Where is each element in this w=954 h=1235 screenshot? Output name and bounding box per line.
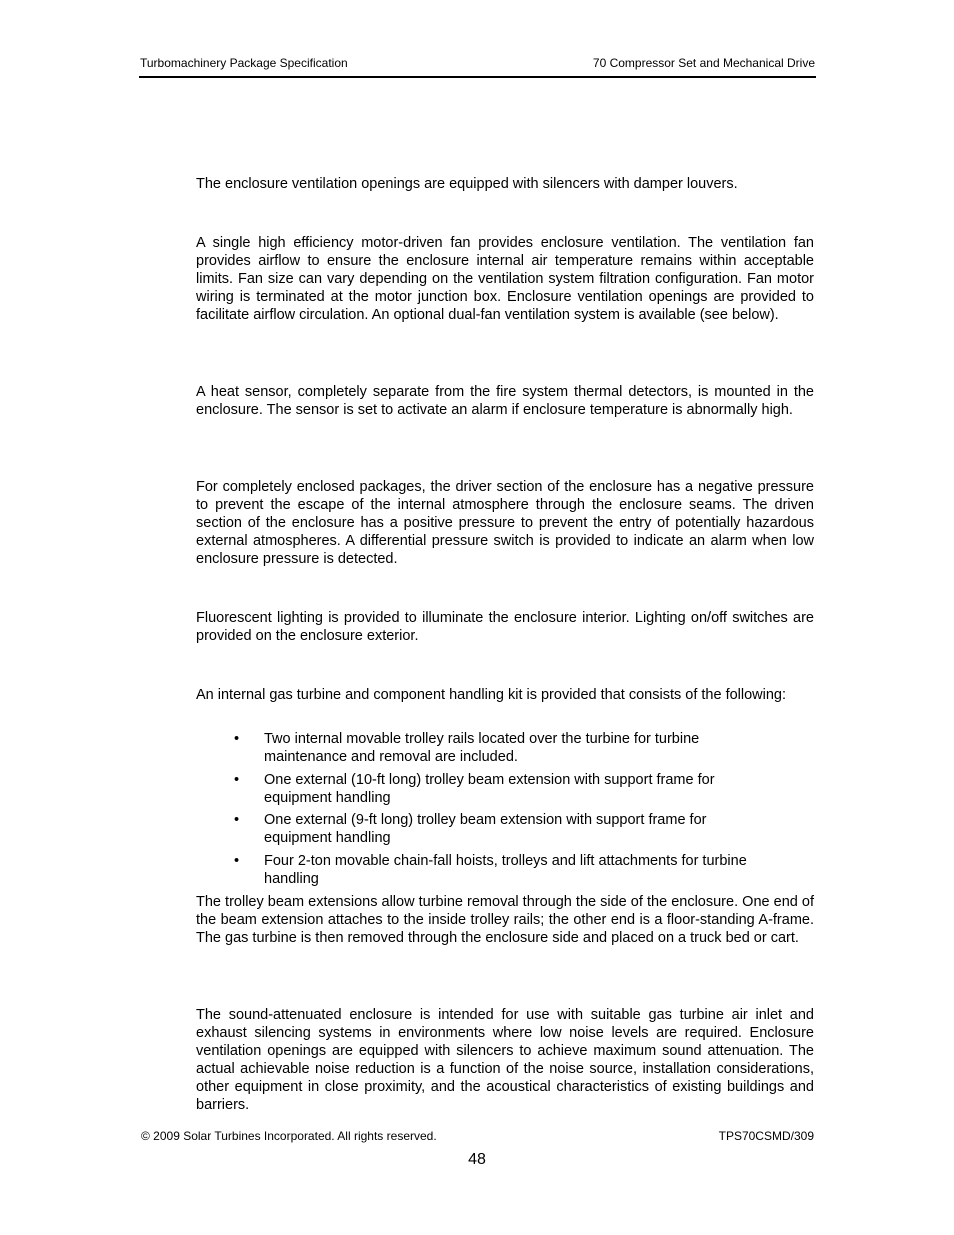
paragraph-ventilation-fan: A single high efficiency motor-driven fan provides enclosure ventilation. The ventilation fan provides airflow to ensure the enclosure internal air temperature remains within acceptable limits. Fan size can vary depending on the ventilation system filtration configuration. Fan motor wiring is terminated at the motor junction box. Enclosure ventilation openings are provided to facilitate airflow circulation. An optional dual-fan ventilation system is available (see below). (196, 235, 814, 324)
list-item: • One external (9-ft long) trolley beam extension with support frame for equipment handling (196, 811, 764, 847)
paragraph-trolley-beam: The trolley beam extensions allow turbine removal through the side of the enclosure. One end of the beam extension attaches to the inside trolley rails; the other end is a floor-standing A-frame. The gas turbine is then removed through the enclosure side and placed on a truck bed or cart. (196, 894, 814, 947)
page-number: 48 (468, 1151, 486, 1168)
handling-kit-list (196, 730, 814, 893)
paragraph-enclosure-pressure: For completely enclosed packages, the driver section of the enclosure has a negative pressure to prevent the escape of the internal atmosphere through the enclosure seams. The driven section of the enclosure has a positive pressure to prevent the entry of potentially hazardous external atmospheres. A differential pressure switch is provided to indicate an alarm when low enclosure pressure is detected. (196, 479, 814, 568)
header-section-title: 70 Compressor Set and Mechanical Drive (592, 56, 815, 70)
list-item: • One external (10-ft long) trolley beam extension with support frame for equipment handling (196, 771, 764, 807)
header-document-title: Turbomachinery Package Specification (140, 56, 348, 70)
list-item: • Two internal movable trolley rails located over the turbine for turbine maintenance and removal are included. (196, 730, 764, 766)
list-item: • Four 2-ton movable chain-fall hoists, trolleys and lift attachments for turbine handling (196, 852, 764, 888)
paragraph-lighting: Fluorescent lighting is provided to illuminate the enclosure interior. Lighting on/off switches are provided on the enclosure exterior. (196, 610, 814, 645)
paragraph-silencers: The enclosure ventilation openings are equipped with silencers with damper louvers. (196, 176, 738, 192)
paragraph-handling-kit: An internal gas turbine and component handling kit is provided that consists of the following: (196, 687, 787, 703)
footer-copyright: © 2009 Solar Turbines Incorporated. All rights reserved. (141, 1129, 437, 1143)
footer-document-code: TPS70CSMD/309 (718, 1129, 814, 1143)
paragraph-sound-attenuation: The sound-attenuated enclosure is intended for use with suitable gas turbine air inlet and exhaust silencing systems in environments where low noise levels are required. Enclosure ventilation openings are equipped with silencers to achieve maximum sound attenuation. The actual achievable noise reduction is a function of the noise source, installation considerations, other equipment in close proximity, and the acoustical characteristics of existing buildings and barriers. (196, 1007, 814, 1114)
page-header (139, 56, 816, 78)
paragraph-heat-sensor: A heat sensor, completely separate from the fire system thermal detectors, is mounted in the enclosure. The sensor is set to activate an alarm if enclosure temperature is abnormally high. (196, 384, 814, 419)
